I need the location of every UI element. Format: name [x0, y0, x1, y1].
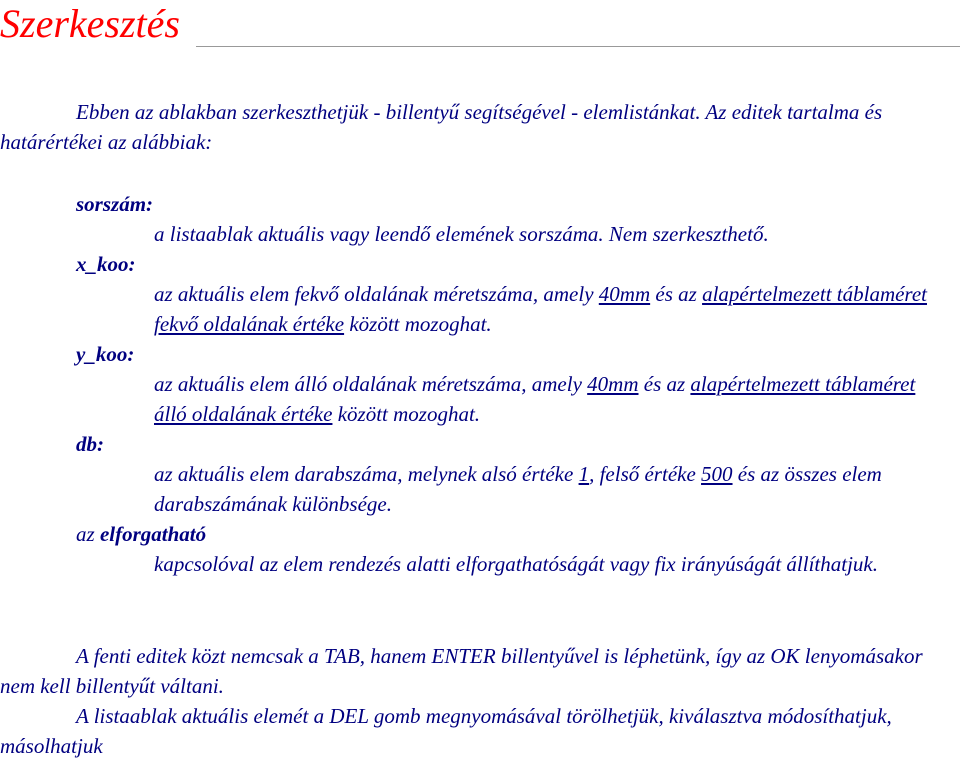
- note-navigation: A fenti editek közt nemcsak a TAB, hanem ENTER billentyűvel is léphetünk, így az OK lenyomásakor nem kell billentyűt váltani.: [0, 644, 923, 698]
- note-delete: A listaablak aktuális elemét a DEL gomb megnyomásával törölhetjük, kiválasztva módosíthatjuk, másolhatjuk: [0, 704, 892, 758]
- field-desc-y-koo: az aktuális elem álló oldalának méretszáma, amely 40mm és az alapértelmezett táblaméret álló oldalának értéke között mozoghat.: [154, 372, 916, 426]
- title-divider: [196, 46, 960, 47]
- field-desc-elforgathato: kapcsolóval az elem rendezés alatti elforgathatóságát vagy fix irányúságát állíthatjuk.: [154, 552, 879, 576]
- field-term-elforgathato: az elforgatható: [76, 522, 207, 546]
- field-term-sorszam: sorszám:: [76, 192, 154, 216]
- intro-paragraph: Ebben az ablakban szerkeszthetjük - billentyű segítségével - elemlistánkat. Az editek tartalma és határértékei az alábbiak:: [0, 100, 883, 154]
- field-desc-db: az aktuális elem darabszáma, melynek alsó értéke 1, felső értéke 500 és az összes elem darabszámának különbsége.: [154, 462, 882, 516]
- field-term-x-koo: x_koo:: [76, 252, 136, 276]
- field-desc-x-koo: az aktuális elem fekvő oldalának méretszáma, amely 40mm és az alapértelmezett táblaméret fekvő oldalának értéke között mozoghat.: [154, 282, 927, 336]
- field-term-y-koo: y_koo:: [76, 342, 135, 366]
- field-term-db: db:: [76, 432, 104, 456]
- page-title: Szerkesztés: [0, 1, 180, 46]
- field-desc-sorszam: a listaablak aktuális vagy leendő elemének sorszáma. Nem szerkeszthető.: [154, 222, 769, 246]
